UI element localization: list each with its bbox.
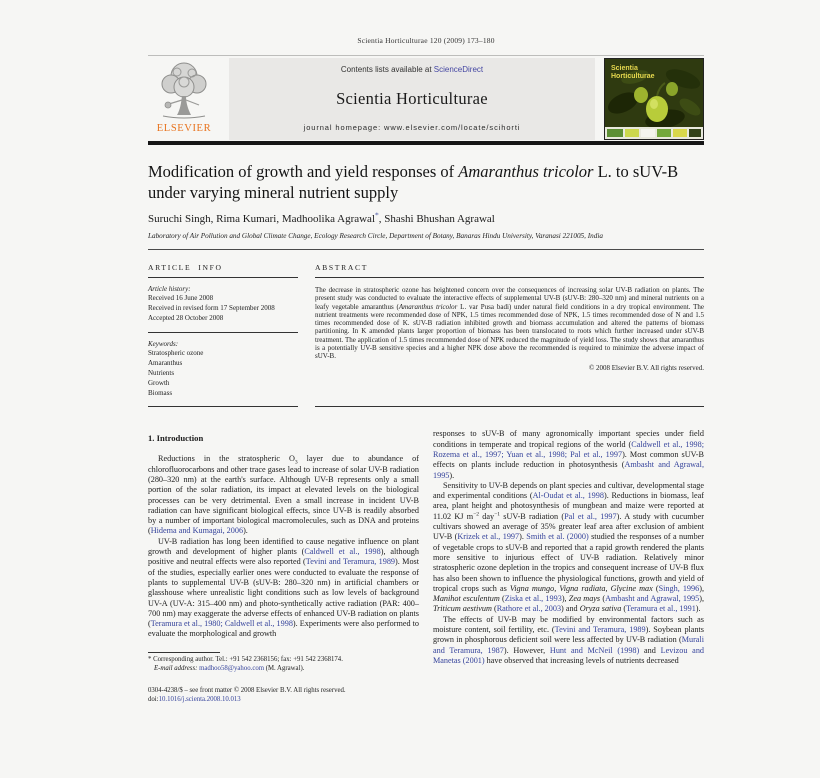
journal-cover-image[interactable] [604, 58, 704, 140]
footnote-rule [148, 652, 220, 653]
article-body [148, 429, 704, 704]
elsevier-wordmark: ELSEVIER [156, 123, 212, 134]
elsevier-tree-icon [155, 60, 213, 125]
info-abstract-section [148, 257, 704, 407]
section-heading-introduction: 1. Introduction [148, 433, 204, 444]
article-info-rule [148, 277, 298, 278]
article-info-heading: ARTICLE INFO [148, 263, 223, 272]
keywords-label: Keywords: [148, 340, 179, 349]
email-note: E-mail address: madhoo58@yahoo.com (M. Agrawal). [154, 664, 305, 672]
journal-title: Scientia Horticulturae [336, 88, 488, 108]
history-item: Accepted 28 October 2008 [148, 313, 224, 322]
inline-link[interactable]: Teramura et al., 1980; Caldwell et al., 1998 [150, 619, 293, 629]
author-list: Suruchi Singh, Rima Kumari, Madhoolika Agrawal*, Shashi Bhushan Agrawal [148, 210, 495, 225]
sciencedirect-link[interactable]: ScienceDirect [433, 65, 484, 74]
paragraph: responses to sUV-B of many agronomically important species under field conditions in temperate and tropical regions of the world (Caldwell et al., 1998; Rozema et al., 1997; Yuan et al., 1998; Pal et al., 1997). Most common sUV-B effects on plants include reduction in photosynthesis (Ambasht and Agrawal, 1995). [433, 429, 705, 480]
history-label: Article history: [148, 285, 191, 293]
inline-link[interactable]: Rathore et al., 2003 [496, 604, 562, 614]
inline-link[interactable]: Tevini and Teramura, 1989 [305, 557, 396, 567]
paragraph: The effects of UV-B may be modified by environmental factors such as moisture content, soil fertility, etc. (Tevini and Teramura, 1989). Soybean plants grown in phosphorous deficient soil were less affected by UV-B radiation (Murali and Teramura, 1987). However, Hunt and McNeil (1998) and Levizou and Manetas (2001) have observed that increasing levels of nutrients decreased [433, 614, 705, 665]
corresponding-author-note: * Corresponding author. Tel.: +91 542 2368156; fax: +91 542 2368174. [148, 655, 343, 663]
inline-link[interactable]: Hunt and McNeil (1998) [549, 645, 640, 655]
inline-link[interactable]: Ambasht and Agrawal, 1995 [433, 460, 704, 480]
keyword-item: Amaranthus [148, 359, 183, 368]
doi-line: doi:10.1016/j.scienta.2008.10.013 [148, 696, 241, 704]
inline-link[interactable]: Al-Oudat et al., 1998 [532, 491, 604, 501]
keyword-item: Biomass [148, 388, 173, 397]
inline-link[interactable]: Tevini and Teramura, 1989 [554, 625, 646, 635]
journal-info-box [229, 58, 595, 140]
contents-line [341, 65, 483, 74]
footnote [148, 652, 419, 705]
history-item: Received 16 June 2008 [148, 294, 214, 302]
article-info-column [148, 257, 298, 407]
inline-link[interactable]: madhoo58@yahoo.com [199, 664, 265, 672]
abstract-text: The decrease in stratospheric ozone has heightened concern over the consequences of increasing solar UV-B radiation on plants. The present study was conducted to evaluate the interactive effects of supplemental UV-B (sUV-B: 280–320 nm) and mineral nutrients on a leafy vegetable amaranthus (Amaranthus tricolor L. var Pusa badi) under natural field conditions in a dry tropical environment. The nutrient treatments were recommended dose of NPK, 1.5 times recommended dose of NPK, 1.5 times recommended dose of N and 1.5 times recommended dose of K. sUV-B radiation inhibited growth and biomass accumulation and altered the patterns of biomass partitioning. In K amended plants larger proportion of biomass has been translocated to roots which further increased under sUV-B treatment. The application of 1.5 times recommended dose of NPK reduced the magnitude of yield loss. The study shows that amaranthus is a potentially UV-B sensitive species and a higher NPK dose above the recommended is required to minimize the adverse impact of sUV-B. [315, 286, 704, 361]
paragraph: UV-B radiation has long been identified to cause negative influence on plant growth and development of higher plants (Caldwell et al., 1998), although positive and neutral effects were also reported (Tevini and Teramura, 1989). Most of the studies, especially earlier ones were conducted to evaluate the response of plants to supplemental UV-B (sUV-B: 280–320 nm) in artificial chambers or glasshouse where unrealistic light conditions such as low levels of background UV-A (UV-A: 315–400 nm) and photo-synthetically active radiation (PAR: 400–700 nm) may exaggerate the adverse effects of enhanced UV-B radiation on plants (Teramura et al., 1980; Caldwell et al., 1998). Experiments were also performed to evaluate the morphological and growth [148, 536, 420, 639]
keyword-item: Stratospheric ozone [148, 349, 204, 358]
history-item: Received in revised form 17 September 2008 [148, 303, 275, 312]
elsevier-logo[interactable] [148, 58, 220, 140]
keyword-item: Nutrients [148, 368, 175, 377]
inline-link[interactable]: Ziska et al., 1993 [504, 594, 562, 604]
abstract-column [315, 257, 704, 407]
issn-line: 0304-4238/$ – see front matter © 2008 Elsevier B.V. All rights reserved. [148, 687, 346, 695]
cover-art [605, 59, 703, 139]
abstract-heading: ABSTRACT [315, 263, 369, 272]
copyright-line: © 2008 Elsevier B.V. All rights reserved. [588, 363, 704, 372]
abstract-rule [315, 277, 704, 278]
inline-link[interactable]: Levizou and Manetas (2001) [433, 645, 705, 665]
affiliation: Laboratory of Air Pollution and Global Climate Change, Ecology Research Circle, Department of Botany, Banaras Hindu University, Varanasi 221005, India [148, 232, 603, 240]
inline-link[interactable]: * [375, 210, 379, 220]
cover-title-line2: Horticulturae [611, 73, 655, 80]
inline-link[interactable]: Teramura et al., 1991 [626, 604, 696, 614]
article-title: Modification of growth and yield responses of Amaranthus tricolor L. to sUV-B under varying mineral nutrient supply [148, 162, 679, 202]
inline-link[interactable]: Caldwell et al., 1998; Rozema et al., 1997; Yuan et al., 1998; Pal et al., 1997 [433, 439, 705, 459]
inline-link[interactable]: Pal et al., 1997 [564, 511, 617, 521]
paragraph: Sensitivity to UV-B depends on plant species and cultivar, developmental stage and experimental conditions (Al-Oudat et al., 1998). Reductions in biomass, leaf area, plant height and photosynthesis of mungbean and maize were reported at 11.02 KJ $m^{-2}$ day$^{-1}$ sUV-B radiation (Pal et al., 1997). A study with cucumber cultivars showed an average of 35% greater leaf area after exclusion of ambient UV-B (Krizek et al., 1997). Smith et al. (2000) studied the responses of a number of vegetable crops to sUV-B and reported that a rapid growth rendered the plants more sensitive to injurious effect of UV-B radiation. Relatively minor stratospheric ozone depletion in the tropics and consequent increase of UV-B flux has also been shown to influence the physiological functions, growth and yield of tropical crops such as Vigna mungo, Vigna radiata, Glycine max (Singh, 1996), Manihot esculentum (Ziska et al., 1993), Zea mays (Ambasht and Agrawal, 1995), Triticum aestivum (Rathore et al., 2003) and Oryza sativa (Teramura et al., 1991). [433, 480, 705, 614]
inline-link[interactable]: Caldwell et al., 1998 [304, 547, 381, 557]
keyword-item: Growth [148, 378, 170, 387]
inline-link[interactable]: Singh, 1996 [658, 583, 700, 593]
cover-title-line1: Scientia [611, 65, 638, 72]
left-column [148, 429, 419, 704]
inline-link[interactable]: Hidema and Kumagai, 2006 [150, 526, 244, 536]
inline-link[interactable]: Ambasht and Agrawal, 1995 [605, 594, 700, 604]
inline-link[interactable]: Murali and Teramura, 1987 [433, 635, 704, 655]
inline-link[interactable]: 10.1016/j.scienta.2008.10.013 [158, 696, 241, 704]
header-divider [148, 141, 704, 145]
journal-header [148, 55, 704, 140]
keywords-rule [148, 332, 298, 333]
inline-link[interactable]: Krizek et al., 1997 [457, 532, 520, 542]
journal-homepage-link[interactable]: journal homepage: www.elsevier.com/locate/scihorti [303, 123, 521, 132]
title-divider [148, 249, 704, 250]
paragraph: Reductions in the stratospheric $O_3$ layer due to abundance of chlorofluorocarbons and other trace gases lead to increase of solar UV-B radiation (280–320 nm) at the earth's surface. Although UV-B represents only a small portion of the solar radiation, its impact at elevated levels on the biological processes can be very detrimental. Even a small increase in incident UV-B radiation can have significant biological effects, since UV-B is readily absorbed by a number of important biological macromolecules, such as DNA and proteins (Hidema and Kumagai, 2006). [148, 454, 419, 536]
right-column [433, 429, 704, 704]
journal-article-page [148, 0, 704, 704]
issn-block [148, 686, 419, 704]
inline-link[interactable]: Smith et al. (2000) [526, 532, 589, 542]
journal-citation: Scientia Horticulturae 120 (2009) 173–180 [357, 36, 495, 45]
contents-prefix: Contents lists available at [340, 65, 434, 74]
